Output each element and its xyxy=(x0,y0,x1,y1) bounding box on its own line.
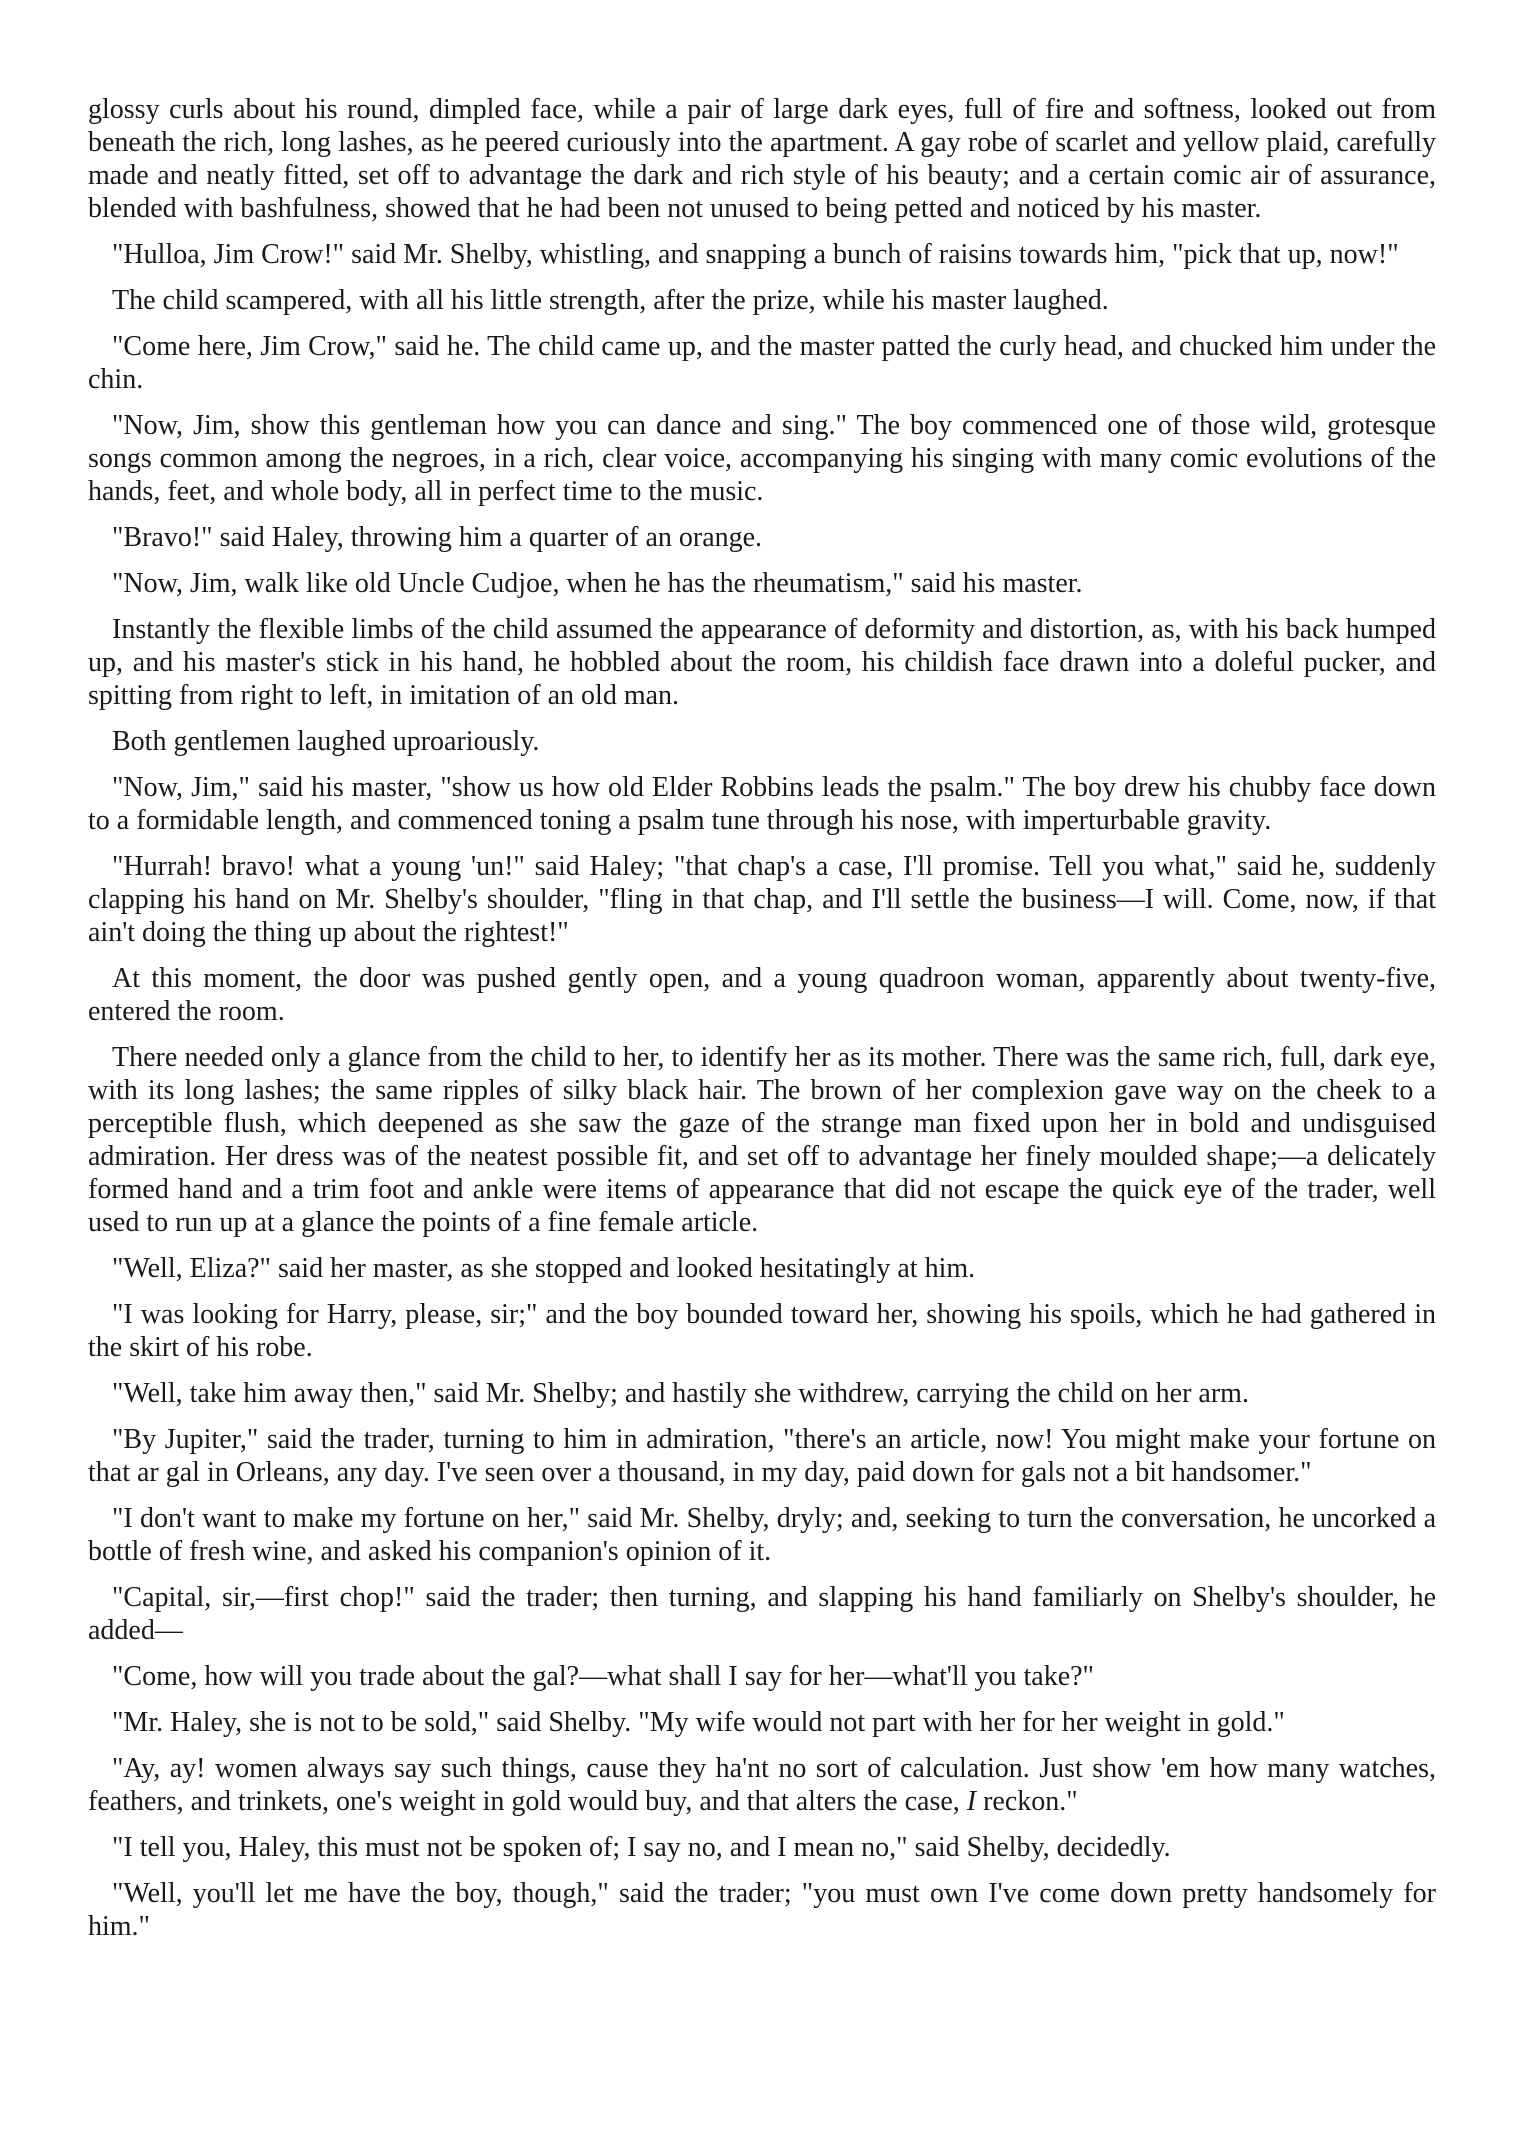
paragraph-7: "Now, Jim, walk like old Uncle Cudjoe, when he has the rheumatism," said his master. xyxy=(112,568,1083,599)
paragraph-6: "Bravo!" said Haley, throwing him a quarter of an orange. xyxy=(112,522,763,553)
paragraph-5: "Now, Jim, show this gentleman how you can dance and sing." The boy commenced one of those wild, grotesque songs common among the negroes, in a rich, clear voice, accompanying his singing with many comic evolutions of the hands, feet, and whole body, all in perfect time to the music. xyxy=(88,410,1436,507)
paragraph-23: "I tell you, Haley, this must not be spoken of; I say no, and I mean no," said Shelby, decidedly. xyxy=(112,1832,1171,1863)
paragraph-21: "Mr. Haley, she is not to be sold," said Shelby. "My wife would not part with her for her weight in gold." xyxy=(112,1707,1285,1738)
paragraph-19: "Capital, sir,—first chop!" said the trader; then turning, and slapping his hand familiarly on Shelby's shoulder, he added— xyxy=(88,1582,1436,1646)
paragraph-17: "By Jupiter," said the trader, turning to him in admiration, "there's an article, now! You might make your fortune on that ar gal in Orleans, any day. I've seen over a thousand, in my day, paid down for gals not a bit handsomer." xyxy=(88,1424,1436,1488)
paragraph-11: "Hurrah! bravo! what a young 'un!" said Haley; "that chap's a case, I'll promise. Tell you what," said he, suddenly clapping his hand on Mr. Shelby's shoulder, "fling in that chap, and I'll settle the business—I will. Come, now, if that ain't doing the thing up about the rightest!" xyxy=(88,851,1436,948)
paragraph-8: Instantly the flexible limbs of the child assumed the appearance of deformity and distortion, as, with his back humped up, and his master's stick in his hand, he hobbled about the room, his childish face drawn into a doleful pucker, and spitting from right to left, in imitation of an old man. xyxy=(88,614,1436,711)
paragraph-22-text-before: "Ay, ay! women always say such things, cause they ha'nt no sort of calculation. Just show 'em how many watches, feathers, and trinkets, one's weight in gold would buy, and that alters the case, xyxy=(88,1753,1436,1817)
paragraph-3: The child scampered, with all his little strength, after the prize, while his master laughed. xyxy=(112,285,1109,316)
paragraph-9: Both gentlemen laughed uproariously. xyxy=(112,726,540,757)
paragraph-16: "Well, take him away then," said Mr. Shelby; and hastily she withdrew, carrying the child on her arm. xyxy=(112,1378,1249,1409)
paragraph-13: There needed only a glance from the child to her, to identify her as its mother. There was the same rich, full, dark eye, with its long lashes; the same ripples of silky black hair. The brown of her complexion gave way on the cheek to a perceptible flush, which deepened as she saw the gaze of the strange man fixed upon her in bold and undisguised admiration. Her dress was of the neatest possible fit, and set off to advantage her finely moulded shape;—a delicately formed hand and a trim foot and ankle were items of appearance that did not escape the quick eye of the trader, well used to run up at a glance the points of a fine female article. xyxy=(88,1042,1436,1238)
paragraph-1: glossy curls about his round, dimpled face, while a pair of large dark eyes, full of fire and softness, looked out from beneath the rich, long lashes, as he peered curiously into the apartment. A gay robe of scarlet and yellow plaid, carefully made and neatly fitted, set off to advantage the dark and rich style of his beauty; and a certain comic air of assurance, blended with bashfulness, showed that he had been not unused to being petted and noticed by his master. xyxy=(88,94,1436,224)
paragraph-22 xyxy=(88,1752,1436,1818)
paragraph-2: "Hulloa, Jim Crow!" said Mr. Shelby, whistling, and snapping a bunch of raisins towards him, "pick that up, now!" xyxy=(112,239,1399,270)
book-page-text xyxy=(88,93,1436,1956)
paragraph-4: "Come here, Jim Crow," said he. The child came up, and the master patted the curly head, and chucked him under the chin. xyxy=(88,331,1436,395)
paragraph-12: At this moment, the door was pushed gently open, and a young quadroon woman, apparently about twenty-five, entered the room. xyxy=(88,963,1436,1027)
paragraph-20: "Come, how will you trade about the gal?—what shall I say for her—what'll you take?" xyxy=(112,1661,1094,1692)
paragraph-14: "Well, Eliza?" said her master, as she stopped and looked hesitatingly at him. xyxy=(112,1253,976,1284)
paragraph-24: "Well, you'll let me have the boy, though," said the trader; "you must own I've come down pretty handsomely for him." xyxy=(88,1878,1436,1942)
paragraph-10: "Now, Jim," said his master, "show us how old Elder Robbins leads the psalm." The boy drew his chubby face down to a formidable length, and commenced toning a psalm tune through his nose, with imperturbable gravity. xyxy=(88,772,1436,836)
paragraph-18: "I don't want to make my fortune on her," said Mr. Shelby, dryly; and, seeking to turn the conversation, he uncorked a bottle of fresh wine, and asked his companion's opinion of it. xyxy=(88,1503,1436,1567)
paragraph-22-text-after: reckon." xyxy=(976,1786,1078,1817)
paragraph-15: "I was looking for Harry, please, sir;" and the boy bounded toward her, showing his spoils, which he had gathered in the skirt of his robe. xyxy=(88,1299,1436,1363)
paragraph-22-italic: I xyxy=(966,1786,977,1817)
